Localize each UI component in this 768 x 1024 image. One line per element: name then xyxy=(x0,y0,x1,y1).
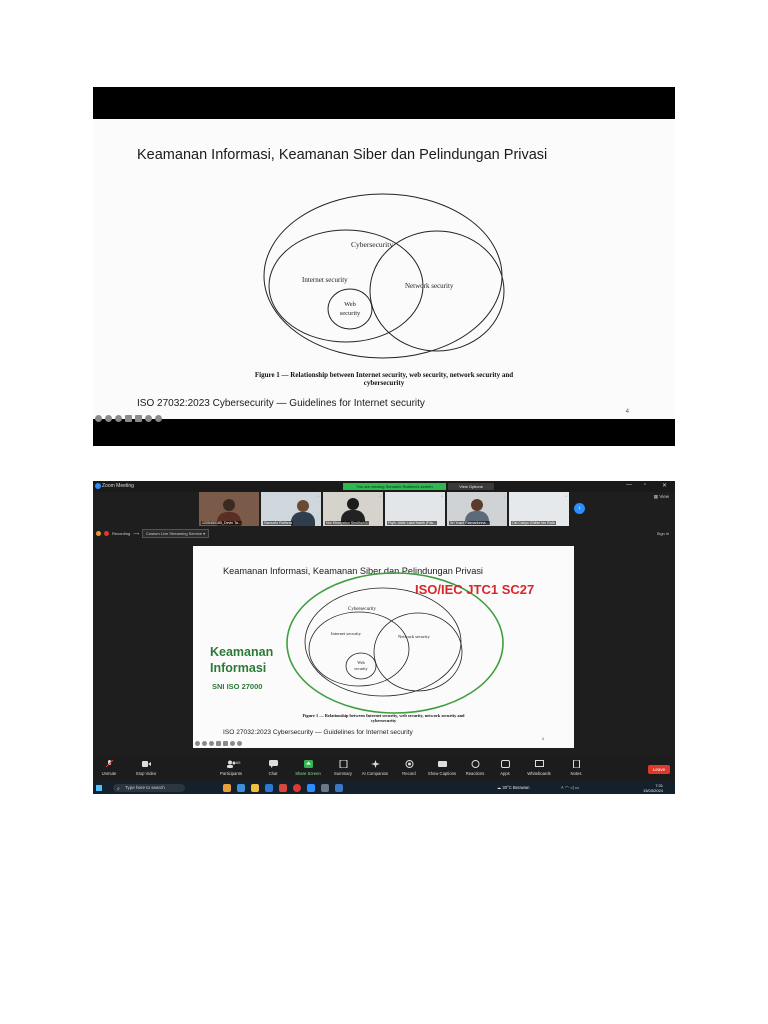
security-shield-icon[interactable] xyxy=(96,531,101,536)
more-icon xyxy=(230,741,235,746)
recording-bar xyxy=(96,529,209,538)
participant-name: Sri Yusni Riamadonna... xyxy=(450,521,489,525)
venn-label-right: Network security xyxy=(398,634,430,639)
participant-name: 1205450185_Devin Ta... xyxy=(202,521,241,525)
apps-label: Apps xyxy=(500,771,510,776)
show-captions-label: Show Captions xyxy=(427,771,457,776)
shared-presentation-toolbar xyxy=(195,741,242,746)
summary-label: Summary xyxy=(334,771,352,776)
notes-icon xyxy=(572,760,581,768)
venn-label-outer: Cybersecurity xyxy=(348,607,377,612)
battery-icon[interactable]: ▭ xyxy=(574,785,580,790)
minimize-icon[interactable]: — xyxy=(626,482,632,488)
annotation-line-2: Informasi xyxy=(210,661,267,675)
stop-video-button[interactable] xyxy=(126,760,166,776)
participants-button[interactable] xyxy=(211,760,251,776)
venn-right-ellipse xyxy=(370,231,504,351)
taskbar-apps xyxy=(223,784,343,792)
reactions-label: Reactions xyxy=(465,771,485,776)
zoom-screenshot xyxy=(93,481,675,794)
view-button-label: View xyxy=(659,494,669,499)
venn-left-ellipse xyxy=(309,612,409,686)
summary-icon xyxy=(339,760,348,768)
share-screen-icon xyxy=(304,760,313,768)
unmute-label: Unmute xyxy=(101,771,117,776)
figure-caption-line-2: cybersecurity xyxy=(363,379,405,387)
shared-screen xyxy=(193,546,574,748)
zoom-badge-icon: ● xyxy=(503,494,505,498)
venn-label-inner-1: Web xyxy=(357,660,365,665)
chat-icon xyxy=(269,760,278,768)
participant-body xyxy=(291,512,315,526)
camera-icon[interactable] xyxy=(135,415,142,422)
participant-tile[interactable] xyxy=(261,492,321,526)
venn-left-ellipse xyxy=(269,230,423,342)
iso-reference: ISO 27032:2023 Cybersecurity — Guidelines for Internet security xyxy=(137,398,425,409)
participant-video-icon xyxy=(297,500,309,512)
participants-icon xyxy=(227,760,236,768)
microphone-muted-icon xyxy=(105,760,114,768)
figure-caption-line-1: Figure 1 — Relationship between Internet security, web security, network security and xyxy=(254,371,514,379)
venn-inner-ellipse xyxy=(328,289,372,329)
participant-tile[interactable] xyxy=(199,492,259,526)
camera-icon xyxy=(223,741,228,746)
forward-icon[interactable] xyxy=(155,415,162,422)
zoom-app-icon[interactable] xyxy=(307,784,315,792)
recording-label: Recording xyxy=(112,531,131,536)
share-screen-button[interactable] xyxy=(288,760,328,776)
participant-tile[interactable] xyxy=(323,492,383,526)
zoom-badge-icon: ● xyxy=(441,494,443,498)
zoom-badge-icon: ● xyxy=(565,494,567,498)
stop-video-label: Stop Video xyxy=(135,771,157,776)
office-icon[interactable] xyxy=(279,784,287,792)
shared-caption-line-1: Figure 1 — Relationship between Internet security, web security, network security and xyxy=(302,713,465,718)
slide-title: Keamanan Informasi, Keamanan Siber dan Pelindungan Privasi xyxy=(137,147,548,163)
file-explorer-icon[interactable] xyxy=(251,784,259,792)
captions-icon xyxy=(216,741,221,746)
participant-name: Fiqih, Aldie Latut Habib (Fak... xyxy=(388,521,437,525)
next-page-arrow-icon[interactable]: › xyxy=(574,503,585,514)
presentation-toolbar xyxy=(95,415,162,422)
weather-label: 30°C Berawan xyxy=(502,785,530,790)
venn-label-inner-2: security xyxy=(354,666,368,671)
zoom-badge-icon: ● xyxy=(379,494,381,498)
word-icon[interactable] xyxy=(335,784,343,792)
participant-name: Samuelo Rathera xyxy=(264,521,292,525)
participant-video-icon xyxy=(471,499,483,511)
view-button[interactable]: ▦ View xyxy=(653,494,669,499)
zoom-icon[interactable] xyxy=(115,415,122,422)
venn-label-outer: Cybersecurity xyxy=(351,240,394,249)
live-stream-label: Custom Live Streaming Service xyxy=(145,531,202,536)
slide-screenshot xyxy=(93,87,675,446)
mail-icon[interactable] xyxy=(265,784,273,792)
windows-start-icon[interactable] xyxy=(96,785,102,791)
participant-video-icon xyxy=(347,498,359,510)
whiteboard-icon xyxy=(535,760,544,768)
system-tray xyxy=(561,785,579,791)
wifi-icon[interactable]: ◠ xyxy=(564,785,569,790)
participant-tile[interactable] xyxy=(509,492,569,526)
live-stream-icon: ⟿ xyxy=(133,531,139,536)
annotation-line-1: Keamanan xyxy=(210,645,274,659)
search-icon: ⌕ xyxy=(117,786,120,792)
shared-caption-line-2: cybersecurity xyxy=(370,718,397,723)
whiteboards-button[interactable] xyxy=(519,760,559,776)
participant-tile[interactable] xyxy=(385,492,445,526)
clock-date: 15/03/2024 xyxy=(642,788,663,793)
weather-widget[interactable]: ☁ 30°C Berawan xyxy=(497,785,530,790)
zoom-badge-icon: ● xyxy=(317,494,319,498)
recording-icon xyxy=(104,531,109,536)
shared-iso-reference: ISO 27032:2023 Cybersecurity — Guidelines for Internet security xyxy=(223,729,413,736)
page-number: 4 xyxy=(625,409,629,415)
unmute-button[interactable] xyxy=(93,760,129,776)
participants-count: 65 xyxy=(236,760,241,765)
annotation-iso-jtc1: ISO/IEC JTC1 SC27 xyxy=(415,582,535,597)
pen-icon[interactable] xyxy=(105,415,112,422)
annotation-sni: SNI ISO 27000 xyxy=(212,682,263,691)
venn-outer-ellipse xyxy=(305,588,461,696)
whiteboards-label: Whiteboards xyxy=(527,771,551,776)
task-view-icon[interactable] xyxy=(223,784,231,792)
participant-name: Nur Khosyatun Sholihah... xyxy=(326,521,368,525)
participant-tile[interactable] xyxy=(447,492,507,526)
viewing-banner: You are viewing Semuelo Rathera's screen xyxy=(343,483,446,490)
zoom-logo-icon xyxy=(95,483,101,489)
speaker-icon[interactable]: ◁ xyxy=(570,785,574,790)
chat-button[interactable] xyxy=(253,760,293,776)
pen-icon xyxy=(202,741,207,746)
venn-label-left: Internet security xyxy=(302,276,348,284)
venn-label-left: Internet security xyxy=(331,631,361,636)
sparkle-icon xyxy=(371,760,380,768)
shared-slide-title: Keamanan Informasi, Keamanan Siber dan Pelindungan Privasi xyxy=(223,566,483,576)
zoom-titlebar xyxy=(93,481,675,492)
ai-companion-label: AI Companion xyxy=(361,771,389,776)
participant-video-icon xyxy=(223,499,235,511)
taskbar-search-input[interactable] xyxy=(113,784,185,792)
more-icon[interactable] xyxy=(145,415,152,422)
maximize-icon[interactable]: ▫ xyxy=(644,482,647,488)
taskbar-clock[interactable] xyxy=(643,783,663,793)
captions-icon xyxy=(438,760,447,768)
leave-button[interactable]: Leave xyxy=(648,765,670,774)
edge-icon[interactable] xyxy=(237,784,245,792)
venn-outer-ellipse xyxy=(264,194,502,358)
chrome-icon[interactable] xyxy=(293,784,301,792)
window-title: Zoom Meeting xyxy=(102,483,134,489)
slide-canvas xyxy=(93,119,675,419)
annotation-keamanan-informasi xyxy=(210,644,273,676)
figure-caption xyxy=(93,371,675,387)
smiley-icon xyxy=(471,760,480,768)
venn-label-inner-2: security xyxy=(339,310,361,317)
participants-label: Participants xyxy=(220,771,242,776)
shared-figure-caption xyxy=(193,713,574,723)
meeting-controls xyxy=(93,758,675,782)
search-placeholder: Type here to search xyxy=(125,785,165,790)
notes-label: Notes xyxy=(570,771,582,776)
settings-icon[interactable] xyxy=(321,784,329,792)
view-options-button[interactable]: View Options xyxy=(448,483,494,490)
participant-name: Oki Cahyo Ghifari bin Rafa xyxy=(512,521,555,525)
close-icon[interactable]: ✕ xyxy=(662,483,668,489)
zoom-icon xyxy=(209,741,214,746)
share-screen-label: Share Screen xyxy=(295,771,321,776)
participant-gallery xyxy=(199,492,569,526)
apps-icon xyxy=(501,760,510,768)
back-icon[interactable] xyxy=(95,415,102,422)
venn-label-inner-1: Web xyxy=(344,301,356,308)
tray-chevron-icon[interactable]: ˄ xyxy=(561,785,564,790)
clock-time: 7:31 xyxy=(655,783,663,788)
chat-label: Chat xyxy=(268,771,278,776)
notes-button[interactable] xyxy=(556,760,596,776)
forward-icon xyxy=(237,741,242,746)
captions-icon[interactable] xyxy=(125,415,132,422)
venn-label-right: Network security xyxy=(405,282,454,290)
live-stream-select[interactable]: Custom Live Streaming Service ▾ xyxy=(142,529,209,538)
back-icon xyxy=(195,741,200,746)
video-camera-icon xyxy=(142,760,151,768)
shared-page-number: 4 xyxy=(541,736,544,741)
record-icon xyxy=(405,760,414,768)
record-label: Record xyxy=(402,771,416,776)
sign-in-link[interactable]: Sign in xyxy=(656,531,669,536)
windows-taskbar xyxy=(93,782,675,794)
